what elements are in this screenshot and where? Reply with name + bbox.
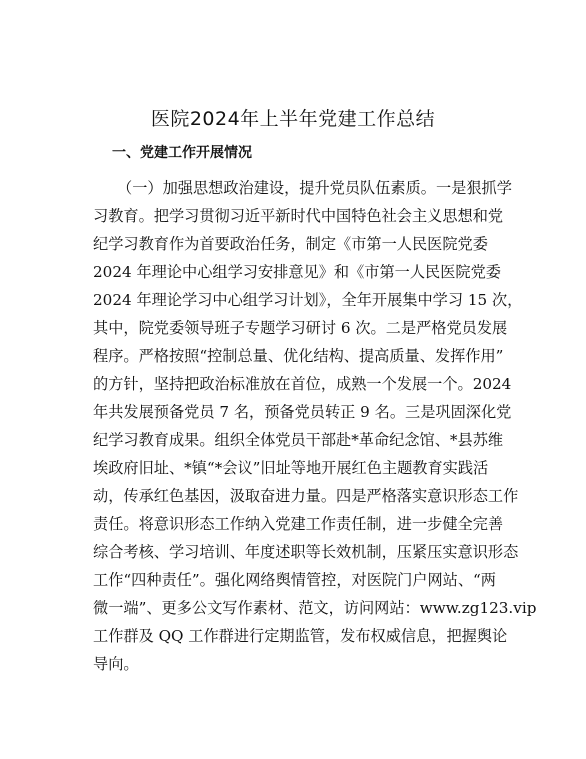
body-paragraph — [93, 174, 537, 678]
paragraph-line: 其中，院党委领导班子专题学习研讨 6 次。二是严格党员发展 — [93, 319, 508, 337]
paragraph-line: 动，传承红色基因，汲取奋进力量。四是严格落实意识形态工作 — [93, 487, 519, 505]
paragraph-line: （一）加强思想政治建设，提升党员队伍素质。一是狠抓学 — [117, 179, 512, 197]
paragraph-line: 习教育。把学习贯彻习近平新时代中国特色社会主义思想和党 — [93, 207, 504, 225]
paragraph-line: 工作群及 QQ 工作群进行定期监管，发布权威信息，把握舆论 — [93, 627, 508, 645]
paragraph-line: 2024 年理论中心组学习安排意见》和《市第一人民医院党委 — [93, 263, 501, 281]
paragraph-line: 微一端”、更多公文写作素材、范文，访问网站：www.zg123.vip — [93, 599, 537, 617]
paragraph-line: 导向。 — [93, 655, 139, 673]
paragraph-line: 埃政府旧址、*镇“*会议”旧址等地开展红色主题教育实践活 — [93, 459, 489, 477]
paragraph-line: 2024 年理论学习中心组学习计划》，全年开展集中学习 15 次， — [93, 291, 523, 309]
paragraph-line: 纪学习教育成果。组织全体党员干部赴*革命纪念馆、*县苏维 — [93, 431, 504, 449]
paragraph-line: 纪学习教育作为首要政治任务，制定《市第一人民医院党委 — [93, 235, 488, 253]
document-title: 医院2024年上半年党建工作总结 — [150, 108, 436, 130]
section-heading: 一、党建工作开展情况 — [112, 145, 252, 161]
paragraph-line: 年共发展预备党员 7 名，预备党员转正 9 名。三是巩固深化党 — [93, 403, 512, 421]
paragraph-line: 程序。严格按照“控制总量、优化结构、提高质量、发挥作用” — [93, 347, 504, 365]
paragraph-line: 综合考核、学习培训、年度述职等长效机制，压紧压实意识形态 — [93, 543, 519, 561]
paragraph-line: 责任。将意识形态工作纳入党建工作责任制，进一步健全完善 — [93, 515, 504, 533]
paragraph-line: 工作“四种责任”。强化网络舆情管控，对医院门户网站、“两 — [93, 571, 496, 589]
paragraph-line: 的方针，坚持把政治标准放在首位，成熟一个发展一个。2024 — [93, 375, 512, 393]
